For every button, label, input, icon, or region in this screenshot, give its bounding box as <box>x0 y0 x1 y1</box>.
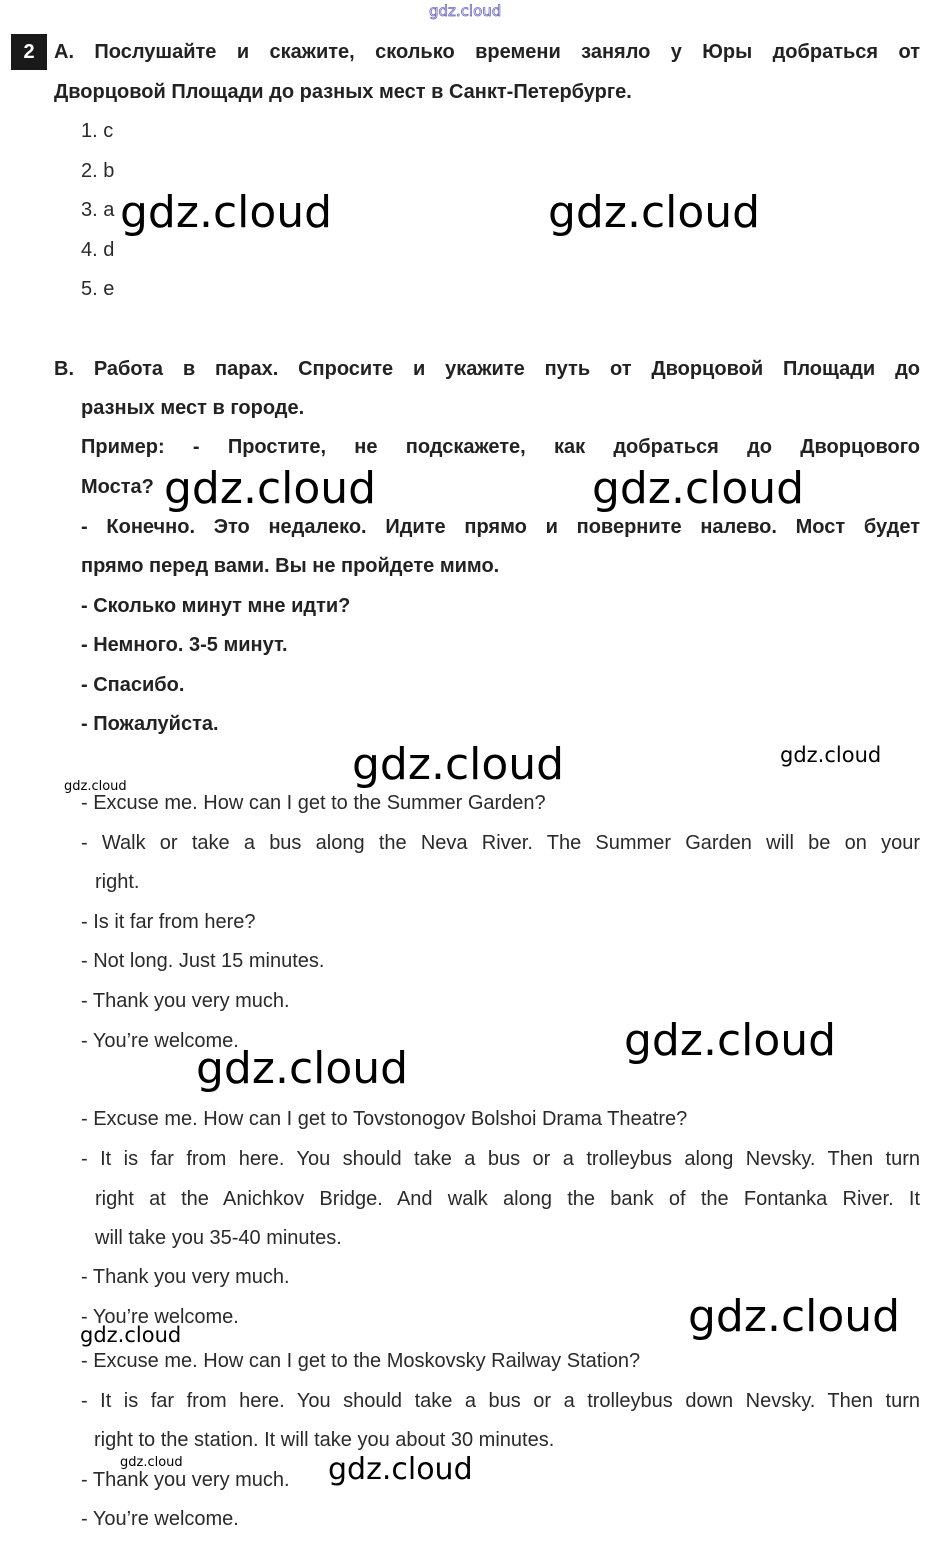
answer-item: 4. d <box>81 239 115 261</box>
watermark: gdz.cloud <box>780 743 882 767</box>
dialogue-line: right. <box>95 871 140 893</box>
dialogue-line: - Thank you very much. <box>81 1266 290 1288</box>
example-line: - Конечно. Это недалеко. Идите прямо и поверните налево. Мост будет <box>81 516 920 538</box>
task-number-badge: 2 <box>11 34 47 70</box>
part-b-title-line-1: B. Работа в парах. Спросите и укажите путь от Дворцовой Площади до <box>54 358 920 380</box>
watermark: gdz.cloud <box>328 1452 473 1487</box>
watermark: gdz.cloud <box>164 463 377 514</box>
dialogue-line: - Thank you very much. <box>81 1469 290 1491</box>
example-line: - Пожалуйста. <box>81 713 219 735</box>
watermark: gdz.cloud <box>688 1291 901 1342</box>
dialogue-line: - Excuse me. How can I get to the Summer Garden? <box>81 792 546 814</box>
watermark: gdz.cloud <box>624 1015 837 1066</box>
top-watermark: gdz.cloud <box>429 2 502 20</box>
dialogue-line: - You’re welcome. <box>81 1508 239 1530</box>
watermark: gdz.cloud <box>592 463 805 514</box>
example-line: прямо перед вами. Вы не пройдете мимо. <box>81 555 500 577</box>
dialogue-line: - Excuse me. How can I get to the Moskovsky Railway Station? <box>81 1350 641 1372</box>
example-line: - Сколько минут мне идти? <box>81 595 351 617</box>
dialogue-line: - Walk or take a bus along the Neva River. The Summer Garden will be on your <box>81 832 920 854</box>
dialogue-line: - It is far from here. You should take a bus or a trolleybus down Nevsky. Then turn <box>81 1390 920 1412</box>
answer-item: 5. e <box>81 278 115 300</box>
dialogue-line: right at the Anichkov Bridge. And walk along the bank of the Fontanka River. It <box>95 1188 920 1210</box>
dialogue-line: - Excuse me. How can I get to Tovstonogov Bolshoi Drama Theatre? <box>81 1108 688 1130</box>
watermark: gdz.cloud <box>120 1455 183 1470</box>
watermark: gdz.cloud <box>548 187 761 238</box>
dialogue-line: - Is it far from here? <box>81 911 256 933</box>
example-line: - Немного. 3-5 минут. <box>81 634 288 656</box>
watermark: gdz.cloud <box>120 187 333 238</box>
part-a-title-line-2: Дворцовой Площади до разных мест в Санкт-Петербурге. <box>54 81 632 103</box>
dialogue-line: - You’re welcome. <box>81 1306 239 1328</box>
dialogue-line: will take you 35-40 minutes. <box>95 1227 342 1249</box>
watermark: gdz.cloud <box>196 1043 409 1094</box>
dialogue-line: - You’re welcome. <box>81 1030 239 1052</box>
example-line: Моста? <box>81 476 154 498</box>
answer-item: 3. a <box>81 199 115 221</box>
watermark: gdz.cloud <box>352 739 565 790</box>
watermark: gdz.cloud <box>64 779 127 794</box>
answer-item: 1. c <box>81 120 114 142</box>
example-line: - Спасибо. <box>81 674 185 696</box>
dialogue-line: right to the station. It will take you about 30 minutes. <box>94 1429 555 1451</box>
dialogue-line: - Thank you very much. <box>81 990 290 1012</box>
part-a-title-line-1: A. Послушайте и скажите, сколько времени заняло у Юры добраться от <box>54 41 920 63</box>
part-b-title-line-2: разных мест в городе. <box>81 397 305 419</box>
dialogue-line: - It is far from here. You should take a bus or a trolleybus along Nevsky. Then turn <box>81 1148 920 1170</box>
answer-item: 2. b <box>81 160 115 182</box>
watermark: gdz.cloud <box>80 1323 182 1347</box>
dialogue-line: - Not long. Just 15 minutes. <box>81 950 325 972</box>
example-line: Пример: - Простите, не подскажете, как добраться до Дворцового <box>81 436 920 458</box>
